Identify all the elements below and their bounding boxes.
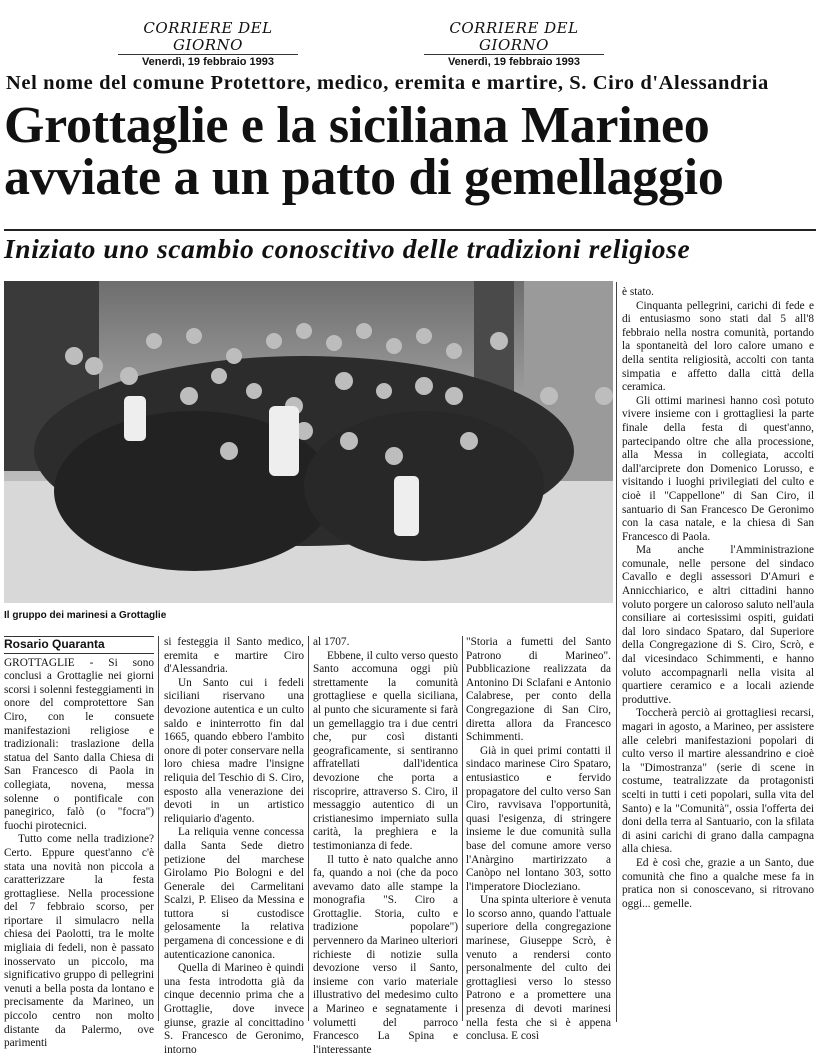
paragraph: Ed è così che, grazie a un Santo, due comunità che fino a qualche mese fa in pratica non si conoscevano, si ritrovano oggi... gemelle.	[622, 857, 814, 911]
paragraph: Cinquanta pellegrini, carichi di fede e di entusiasmo sono stati dal 5 all'8 febbraio nella nostra comunità, portando la spontaneità del loro calore umano e della sentita religiosità, accolti con tanta simpatia e affetto dalla città della ceramica.	[622, 300, 814, 395]
paragraph: Già in quei primi contatti il sindaco marinese Ciro Spataro, entusiastico e fervido propagatore del culto verso San Ciro, ravvisava l'opportunità, quasi l'esigenza, di stringere insieme le due comunità sulla base del comune amore verso l'Anàrgino martirizzato a Canòpo nel lontano 303, sotto l'imperatore Diocleziano.	[466, 745, 611, 895]
article-column-4	[466, 636, 611, 1021]
newspaper-name: CORRIERE DEL GIORNO	[118, 20, 298, 55]
article-column-3	[313, 636, 458, 1021]
article-kicker: Nel nome del comune Protettore, medico, eremita e martire, S. Ciro d'Alessandria	[6, 72, 816, 95]
paragraph: Toccherà perciò ai grottagliesi recarsi, magari in agosto, a Marineo, per assistere alle celebri manifestazioni popolari di culto verso il martire alessandrino e cioè la "Dimostranza" (serie di scene in costume, teatralizzate da protagonisti scelti in tutti i ceti popolari, sulla vita del Santo) e la "Comunità", ossia l'offerta dei doni della terra al Santuario, con la sfilata di asini carichi di grano dalla campagna alla chiesa.	[622, 707, 814, 857]
author-byline: Rosario Quaranta	[4, 636, 154, 654]
paragraph: Tutto come nella tradizione? Certo. Eppure quest'anno c'è stata una novità non piccola a caratterizzare la festa grottagliese. Nella processione del 7 febbraio scorso, per riportare il simulacro nella chiesa dei Paolotti, tra le molte migliaia di fedeli, non è passato inosservato un piccolo, ma significativo gruppo di pellegrini venuti a bella posta da lontano e precisamente da Marineo, un piccolo centro non molto distante da Palermo, ove parimenti	[4, 833, 154, 1051]
issue-date: Venerdì, 19 febbraio 1993	[118, 56, 298, 68]
paragraph: si festeggia il Santo medico, eremita e martire Ciro d'Alessandria.	[164, 636, 304, 677]
article-subhead: Iniziato uno scambio conoscitivo delle tradizioni religiose	[4, 229, 816, 265]
article-headline	[4, 100, 816, 204]
paragraph: Un Santo cui i fedeli siciliani riservano una devozione autentica e un culto saldo e ininterrotto fin dal 1665, quando ebbero l'ambito onore di poter conservare nella loro chiesa madre l'insigne reliquia del Teschio di S. Ciro, esposto alla venerazione dei devoti in un artistico reliquiario d'agento.	[164, 677, 304, 827]
paragraph: Il tutto è nato qualche anno fa, quando a noi (che da poco avevamo dato alle stampe la monografia "S. Ciro a Grottaglie. Storia, culto e tradizione popolare") pervennero da Marineo ulteriori richieste di notizie sulla devozione verso il Santo, insieme con vario materiale illustrativo del medesimo culto a Marineo e segnatamente i volumetti del parroco Francesco La Spina e l'interessante	[313, 854, 458, 1057]
article-column-5	[622, 286, 814, 1021]
paragraph: "Storia a fumetti del Santo Patrono di Marineo". Pubblicazione realizzata da Antonino Di Sclafani e Antonio Calabrese, per conto della Congregazione di San Ciro, diretta allora da Francesco Schimmenti.	[466, 636, 611, 745]
paragraph: Ma anche l'Amministrazione comunale, nelle persone del sindaco Cavallo e degli assessori D'Amuri e Annicchiarico, e altri cittadini hanno voluto porgere un caloroso saluto nell'aula consiliare ai cortesissimi ospiti, guidati dal loro sindaco Spataro, dal Superiore della Congregazione di S. Ciro, Scrò, e dal vicesindaco Schimmenti, e hanno voluto accompagnarli nella visita al quartiere ceramico e a locali aziende produttive.	[622, 544, 814, 707]
newspaper-name: CORRIERE DEL GIORNO	[424, 20, 604, 55]
photo-caption: Il gruppo dei marinesi a Grottaglie	[4, 610, 166, 621]
masthead-right	[424, 20, 604, 68]
paragraph: GROTTAGLIE - Si sono conclusi a Grottaglie nei giorni scorsi i solenni festeggiamenti in onore del comprotettore San Ciro, con le consuete manifestazioni religiose e tradizionali: traslazione della statua del Santo dalla Chiesa di San Francesco di Paola in collegiata, novena, messa solenne o pontificale con panegirico, falò (o "focra") fuochi pirotecnici.	[4, 657, 154, 834]
group-photo	[4, 281, 613, 603]
headline-line-1: Grottaglie e la siciliana Marineo	[4, 100, 816, 152]
paragraph: Gli ottimi marinesi hanno così potuto vivere insieme con i grottagliesi la parte finale della festa di quest'anno, partecipando oltre che alla processione, alla Messa in collegiata, accolti dall'arciprete don Domenico Lorusso, e visitando i luoghi privilegiati del culto e cioè il "Cappellone" di San Ciro, il santuario di San Francesco De Geronimo con la casa natale, e la chiesa di San Francesco di Paola.	[622, 395, 814, 545]
column-divider	[616, 282, 617, 1022]
headline-line-2: avviate a un patto di gemellaggio	[4, 152, 816, 204]
paragraph: è stato.	[622, 286, 814, 300]
paragraph: al 1707.	[313, 636, 458, 650]
article-column-2	[164, 636, 304, 1021]
paragraph: Una spinta ulteriore è venuta lo scorso anno, quando l'attuale superiore della congregazione marinese, Giuseppe Scrò, è venuto a rendersi conto personalmente del culto dei grottagliesi verso lo stesso Patrono e a promettere una presenza di devoti marinesi nella festa che si è appena conclusa. E così	[466, 894, 611, 1044]
column-divider	[462, 636, 463, 1021]
paragraph: Ebbene, il culto verso questo Santo accomuna oggi più strettamente la comunità grottagliese e quella siciliana, al punto che sicuramente si farà un gemellaggio tra i due centri che, pur così distanti geograficamente, si sentiranno affratellati dall'identica devozione che porta a riscoprire, attraverso S. Ciro, il messaggio autentico di un cristianesimo imperniato sulla carità, la preghiera e la testimonianza di fede.	[313, 650, 458, 854]
column-divider	[308, 636, 309, 1021]
column-divider	[158, 636, 159, 1021]
issue-date: Venerdì, 19 febbraio 1993	[424, 56, 604, 68]
article-column-1	[4, 636, 154, 1021]
masthead-left	[118, 20, 298, 68]
paragraph: La reliquia venne concessa dalla Santa Sede dietro petizione del marchese Girolamo Pio Bologni e del Generale dei Carmelitani Scalzi, P. Eliseo da Messina e tuttora si custodisce gelosamente la relativa pergamena di concessione e di autenticazione canonica.	[164, 826, 304, 962]
paragraph: Quella di Marineo è quindi una festa introdotta già da cinque decennio prima che a Grottaglie, dove invece giunse, grazie al concittadino S. Francesco de Geronimo, intorno	[164, 962, 304, 1057]
